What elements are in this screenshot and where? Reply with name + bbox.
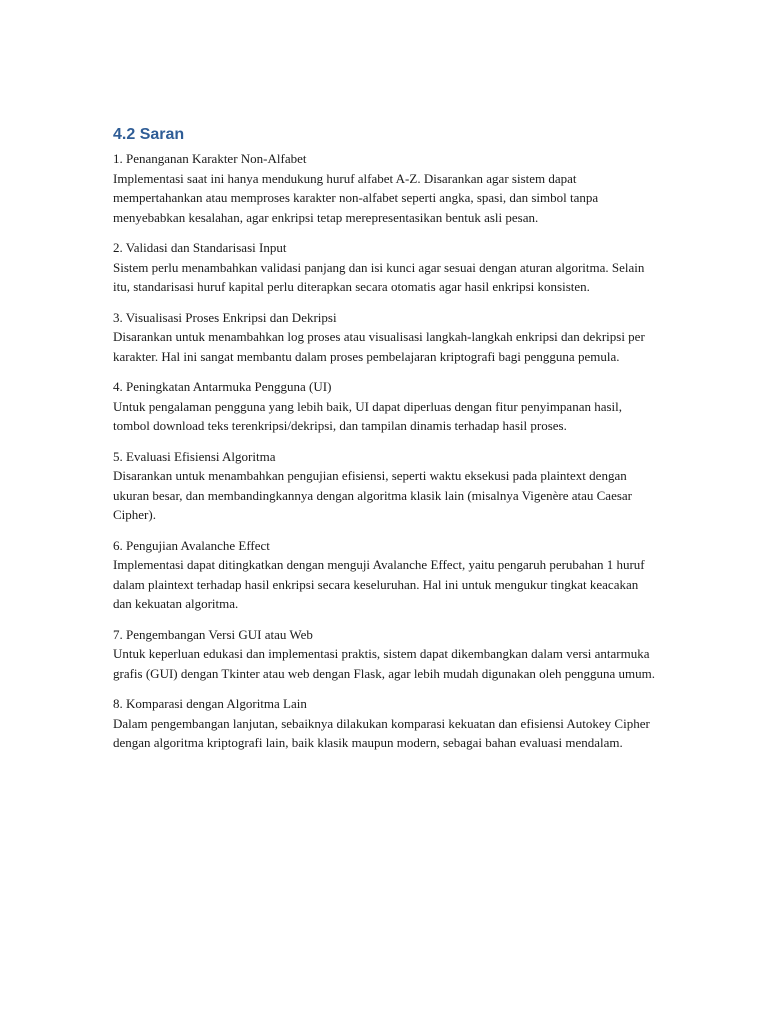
suggestion-title: 8. Komparasi dengan Algoritma Lain xyxy=(113,696,307,711)
suggestion-item-1 xyxy=(113,149,658,227)
suggestion-title: 5. Evaluasi Efisiensi Algoritma xyxy=(113,448,276,464)
suggestion-title: 6. Pengujian Avalanche Effect xyxy=(113,537,270,553)
suggestion-body: Implementasi dapat ditingkatkan dengan menguji Avalanche Effect, yaitu pengaruh perubahan 1 huruf dalam plaintext terhadap hasil enkripsi secara keseluruhan. Hal ini untuk mengukur tingkat keacakan dan kekuatan algoritma. xyxy=(113,557,645,611)
suggestion-body: Untuk pengalaman pengguna yang lebih baik, UI dapat diperluas dengan fitur penyimpanan hasil, tombol download teks terenkripsi/dekripsi, dan tampilan dinamis terhadap hasil proses. xyxy=(113,398,623,433)
suggestion-item-2 xyxy=(113,238,658,297)
suggestion-title: 7. Pengembangan Versi GUI atau Web xyxy=(113,626,313,642)
suggestion-item-8 xyxy=(113,694,658,753)
suggestion-body: Dalam pengembangan lanjutan, sebaiknya dilakukan komparasi kekuatan dan efisiensi Autokey Cipher dengan algoritma kriptografi lain, baik klasik maupun modern, sebagai bahan evaluasi mendalam. xyxy=(113,715,650,750)
suggestion-body: Disarankan untuk menambahkan log proses atau visualisasi langkah-langkah enkripsi dan dekripsi per karakter. Hal ini sangat membantu dalam proses pembelajaran kriptografi bagi pengguna pemula. xyxy=(113,329,645,364)
suggestion-item-4 xyxy=(113,377,658,436)
suggestion-title: 4. Peningkatan Antarmuka Pengguna (UI) xyxy=(113,379,332,394)
suggestion-item-3 xyxy=(113,308,658,367)
suggestion-body: Untuk keperluan edukasi dan implementasi praktis, sistem dapat dikembangkan dalam versi antarmuka grafis (GUI) dengan Tkinter atau web dengan Flask, agar lebih mudah digunakan oleh pengguna umum. xyxy=(113,646,655,681)
section-heading: 4.2 Saran xyxy=(113,126,185,143)
suggestion-title: 1. Penanganan Karakter Non-Alfabet xyxy=(113,151,307,166)
suggestion-item-7 xyxy=(113,625,658,684)
suggestion-body: Sistem perlu menambahkan validasi panjang dan isi kunci agar sesuai dengan aturan algoritma. Selain itu, standarisasi huruf kapital perlu diterapkan secara otomatis agar hasil enkripsi konsisten. xyxy=(113,259,645,294)
suggestion-item-5 xyxy=(113,447,658,525)
suggestion-body: Disarankan untuk menambahkan pengujian efisiensi, seperti waktu eksekusi pada plaintext dengan ukuran besar, dan membandingkannya dengan algoritma klasik lain (misalnya Vigenère atau Caesar Cipher). xyxy=(113,468,633,522)
document-page xyxy=(113,123,658,764)
suggestion-title: 2. Validasi dan Standarisasi Input xyxy=(113,240,287,255)
suggestion-item-6 xyxy=(113,536,658,614)
suggestion-title: 3. Visualisasi Proses Enkripsi dan Dekripsi xyxy=(113,309,337,325)
suggestion-body: Implementasi saat ini hanya mendukung huruf alfabet A-Z. Disarankan agar sistem dapat mempertahankan atau memproses karakter non-alfabet seperti angka, spasi, dan simbol tanpa menyebabkan kesalahan, agar enkripsi tetap merepresentasikan bentuk asli pesan. xyxy=(113,170,599,225)
